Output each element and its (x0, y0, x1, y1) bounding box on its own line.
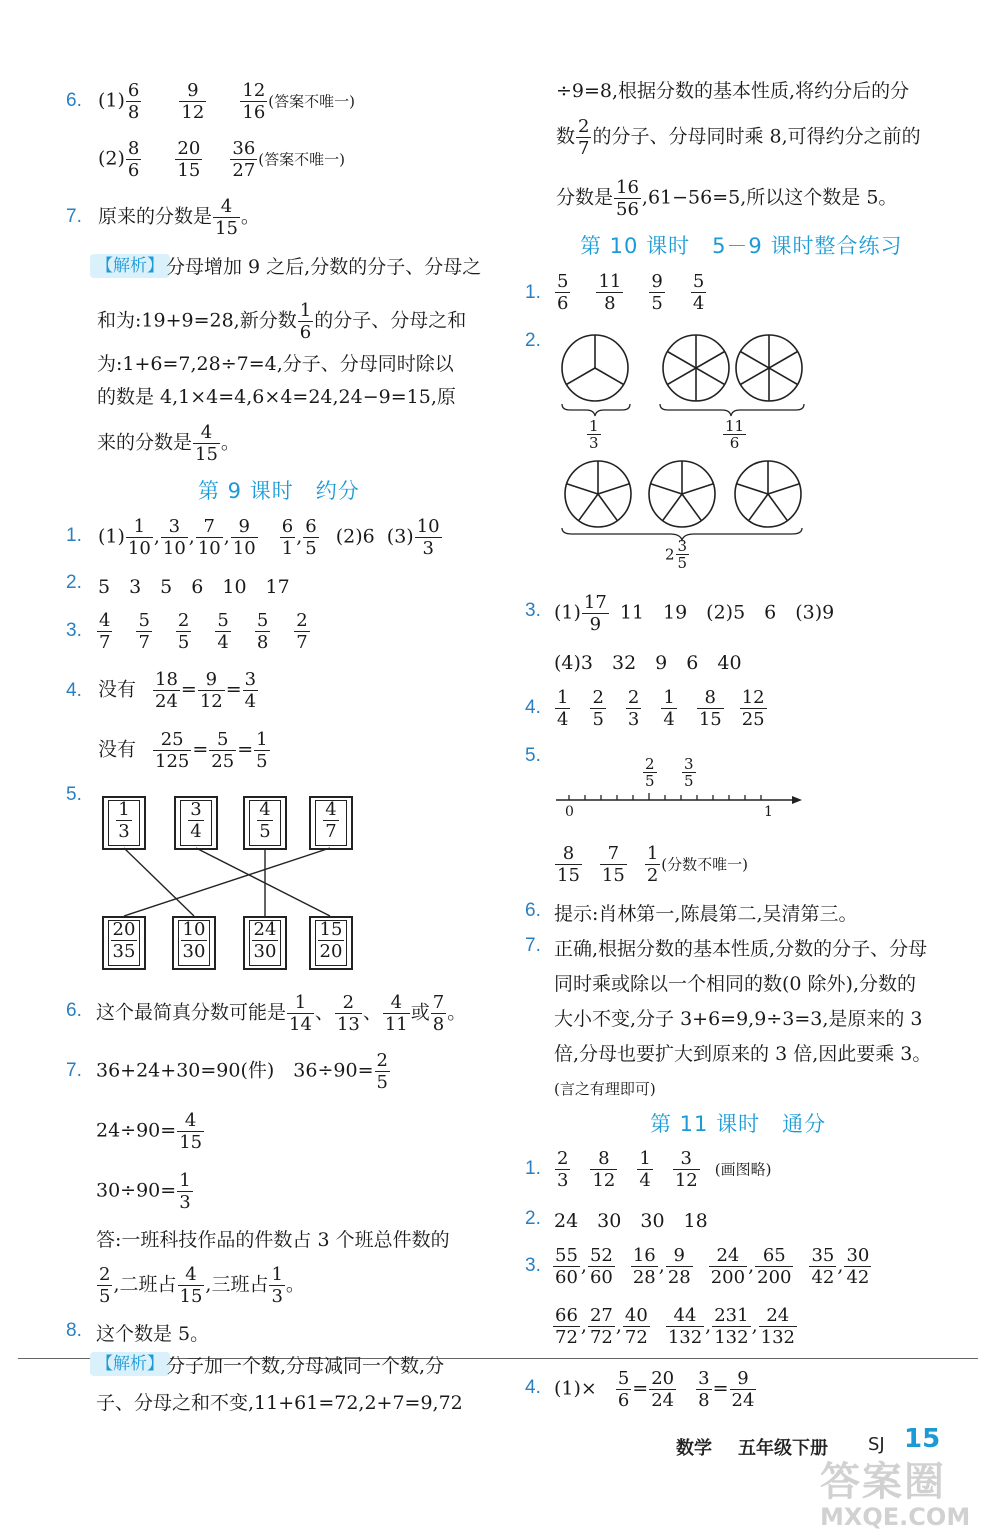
s10q3-line1: (1) $\frac{17}{9}$ 11 19 (2)5 6 (3)9 (554, 592, 835, 635)
s11q2-number: 2. (525, 1208, 541, 1229)
s10q3-number: 3. (525, 600, 541, 621)
fraction: $\frac{9}{12}$ (199, 669, 223, 712)
match-card-bottom: $\frac{20}{35}$ (102, 916, 146, 970)
s9q8-number: 8. (66, 1320, 82, 1341)
continued-line: 数 $\frac{2}{7}$ 的分子、分母同时乘 8,可得约分之前的 (556, 116, 921, 159)
q7-answer: 原来的分数是 $\frac{4}{15}$ 。 (98, 196, 260, 239)
s10q1-number: 1. (525, 282, 541, 303)
note: (答案不唯一) (268, 92, 355, 111)
fraction: $\frac{3}{10}$ (162, 516, 186, 559)
s10q7-line: 大小不变,分子 3+6=9,9÷3=3,是原来的 3 (554, 1008, 923, 1030)
s9q7-line1: 36+24+30=90(件) 36÷90= $\frac{2}{5}$ (96, 1050, 388, 1093)
fraction: $\frac{17}{9}$ (583, 592, 607, 635)
s9q7-answer-line2: $\frac{2}{5}$ ,二班占 $\frac{4}{15}$ ,三班占 $\frac{1}{3}$ 。 (99, 1264, 305, 1307)
fraction: $\frac{231}{132}$ (714, 1305, 749, 1348)
s10q7-line: 同时乘或除以一个相同的数(0 除外),分数的 (554, 973, 916, 995)
s11q4-answer: (1)× $\frac{5}{6}$ = $\frac{20}{24}$ $\frac{3}{8}$ = $\frac{9}{24}$ (554, 1368, 755, 1411)
s10q3-line2: (4)3 32 9 6 40 (554, 652, 742, 674)
s10q4-number: 4. (525, 697, 541, 718)
s11q1-answer: $\frac{2}{3}$ $\frac{8}{12}$ $\frac{1}{4}$ $\frac{3}{12}$ (画图略) (557, 1148, 772, 1191)
s9q3-number: 3. (66, 620, 82, 641)
s9q6-answer: 这个最简真分数可能是 $\frac{1}{14}$ 、 $\frac{2}{13}$ 、 $\frac{4}{11}$ 或 $\frac{7}{8}$ 。 (96, 992, 467, 1035)
match-card-top: $\frac{1}{3}$ (102, 796, 146, 850)
s9q4-number: 4. (66, 680, 82, 701)
s9q2-answer: 5 3 5 6 10 17 (98, 576, 290, 598)
match-card-top: $\frac{4}{5}$ (243, 796, 287, 850)
fraction: $\frac{1}{4}$ (663, 687, 675, 730)
s10q5-number: 5. (525, 745, 541, 766)
fraction: $\frac{20}{15}$ (177, 138, 201, 181)
fraction: $\frac{16}{28}$ (632, 1245, 656, 1288)
section-heading-lesson-11: 第 11 课时 通分 (650, 1112, 827, 1136)
fraction: $\frac{5}{6}$ (557, 271, 569, 314)
continued-line: 分数是 $\frac{16}{56}$ ,61−56=5,所以这个数是 5。 (556, 177, 898, 220)
fraction: $\frac{1}{3}$ (271, 1264, 283, 1307)
analysis-line: 子、分母之和不变,11+61=72,2+7=9,72 (96, 1392, 463, 1414)
fraction: $\frac{9}{12}$ (181, 80, 205, 123)
fraction: $\frac{9}{5}$ (651, 271, 663, 314)
s11q3-row2: $\frac{66}{72}$ , $\frac{27}{72}$ , $\frac{40}{72}$ $\frac{44}{132}$ , $\frac{231}{132}$ , $\frac{24}{132}$ (555, 1305, 795, 1348)
analysis-tag: 【解析】 (90, 1352, 170, 1376)
s11q2-answer: 24 30 30 18 (554, 1210, 708, 1232)
note: (答案不唯一) (258, 150, 345, 169)
fraction: $\frac{6}{8}$ (127, 80, 140, 123)
fraction: $\frac{1}{10}$ (127, 516, 151, 559)
fraction: $\frac{8}{6}$ (127, 138, 140, 181)
fraction: $\frac{5}{6}$ (617, 1368, 630, 1411)
q6-r2-prefix: (2) (98, 147, 125, 170)
fraction: $\frac{1}{14}$ (289, 992, 312, 1035)
s9q5-number: 5. (66, 784, 82, 805)
footer-subject: 数学 (676, 1438, 712, 1459)
s9q8-answer: 这个数是 5。 (96, 1323, 210, 1345)
matching-lines (0, 0, 500, 1000)
fraction: $\frac{6}{5}$ (305, 516, 317, 559)
fraction: $\frac{44}{132}$ (667, 1305, 703, 1348)
section-heading-lesson-10: 第 10 课时 5－9 课时整合练习 (580, 234, 903, 258)
label-one-third: $\frac{1}{3}$ (589, 417, 599, 452)
match-card-bottom: $\frac{10}{30}$ (172, 916, 216, 970)
fraction: $\frac{6}{1}$ (281, 516, 294, 559)
fraction: $\frac{1}{4}$ (557, 687, 569, 730)
fraction: $\frac{52}{60}$ (589, 1245, 613, 1288)
s9q7-line2: 24÷90= $\frac{4}{15}$ (96, 1110, 203, 1153)
fraction: $\frac{1}{6}$ (299, 300, 312, 343)
s10q7-line: 正确,根据分数的基本性质,分数的分子、分母 (554, 938, 928, 960)
fraction: $\frac{30}{42}$ (846, 1245, 870, 1288)
analysis-line: 和为:19+9=28,新分数 $\frac{1}{6}$ 的分子、分母之和 (97, 300, 467, 343)
marker-two-fifths: $\frac{2}{5}$ (645, 755, 655, 790)
circle-fifths (565, 461, 631, 527)
fraction: $\frac{24}{132}$ (760, 1305, 795, 1348)
fraction: $\frac{27}{72}$ (589, 1305, 613, 1348)
fraction: $\frac{11}{8}$ (598, 271, 622, 314)
s9q6-number: 6. (66, 1000, 82, 1021)
fraction: $\frac{3}{4}$ (244, 669, 257, 712)
fraction: $\frac{5}{7}$ (138, 610, 150, 653)
fraction: $\frac{25}{125}$ (155, 729, 190, 772)
s9q7-answer-line1: 答:一班科技作品的件数占 3 个班总件数的 (96, 1229, 450, 1251)
fraction: $\frac{2}{3}$ (627, 687, 640, 730)
fraction: $\frac{2}{3}$ (557, 1148, 569, 1191)
fraction: $\frac{2}{13}$ (336, 992, 360, 1035)
fraction: $\frac{66}{72}$ (555, 1305, 578, 1348)
fraction: $\frac{5}{25}$ (211, 729, 235, 772)
fraction: $\frac{2}{5}$ (592, 687, 604, 730)
circle-sixths (663, 335, 729, 401)
s10q6-answer: 提示:肖林第一,陈晨第二,吴清第三。 (554, 903, 858, 925)
fraction: $\frac{18}{24}$ (155, 669, 178, 712)
fraction: $\frac{5}{4}$ (692, 271, 705, 314)
s10q7-number: 7. (525, 935, 541, 956)
circle-thirds (562, 335, 628, 401)
label-eleven-sixths: $\frac{11}{6}$ (725, 417, 745, 452)
number-line-one: 1 (764, 804, 773, 820)
analysis-line: 分子加一个数,分母减同一个数,分 (166, 1355, 445, 1377)
fraction: $\frac{5}{4}$ (217, 610, 229, 653)
footer-grade: 五年级下册 (738, 1438, 828, 1459)
label-two-three-fifths: 2 $\frac{3}{5}$ (665, 537, 688, 572)
s11q3-number: 3. (525, 1255, 541, 1276)
fraction: $\frac{12}{16}$ (242, 80, 266, 123)
match-card-bottom: $\frac{24}{30}$ (243, 916, 287, 970)
s11q1-number: 1. (525, 1158, 541, 1179)
fraction: $\frac{2}{5}$ (99, 1264, 111, 1307)
number-line-zero: 0 (565, 804, 574, 820)
fraction: $\frac{24}{200}$ (710, 1245, 746, 1288)
fraction: $\frac{16}{56}$ (616, 177, 639, 220)
fraction: $\frac{4}{15}$ (179, 1110, 203, 1153)
fraction: $\frac{1}{4}$ (639, 1148, 651, 1191)
fraction: $\frac{55}{60}$ (555, 1245, 578, 1288)
fraction: $\frac{4}{11}$ (384, 992, 408, 1035)
fraction: $\frac{2}{7}$ (578, 116, 590, 159)
s9q4-row2: 没有 $\frac{25}{125}$ = $\frac{5}{25}$ = $\frac{1}{5}$ (98, 729, 268, 772)
fraction: $\frac{2}{5}$ (376, 1050, 388, 1093)
watermark: 答案圈 MXQE.COM (820, 1459, 971, 1531)
s9q1-answer: (1) $\frac{1}{10}$ , $\frac{3}{10}$ , $\frac{7}{10}$ , $\frac{9}{10}$ $\frac{6}{1}$ , $\frac{6}{5}$ (2)6 (3) $\frac{10}{3}$ (98, 516, 440, 559)
fraction: $\frac{4}{15}$ (179, 1264, 203, 1307)
s9q2-number: 2. (66, 572, 82, 593)
s10q7-line: 倍,分母也要扩大到原来的 3 倍,因此要乘 3。 (554, 1043, 932, 1065)
fraction: $\frac{1}{3}$ (179, 1170, 191, 1213)
fraction: $\frac{35}{42}$ (811, 1245, 835, 1288)
fraction: $\frac{9}{24}$ (731, 1368, 755, 1411)
match-card-bottom: $\frac{15}{20}$ (309, 916, 353, 970)
fraction: $\frac{65}{200}$ (757, 1245, 792, 1288)
footer-edition: SJ (868, 1434, 885, 1455)
s10q7-note: (言之有理即可) (554, 1080, 656, 1098)
fraction: $\frac{1}{5}$ (256, 729, 268, 772)
continued-line: ÷9=8,根据分数的基本性质,将约分后的分 (556, 80, 910, 102)
s9q1-number: 1. (66, 525, 82, 546)
fraction: $\frac{3}{12}$ (674, 1148, 698, 1191)
fraction: $\frac{8}{15}$ (698, 687, 722, 730)
analysis-line: 来的分数是 $\frac{4}{15}$ 。 (97, 422, 240, 465)
fraction: $\frac{20}{24}$ (651, 1368, 675, 1411)
analysis-tag: 【解析】 (90, 254, 170, 278)
analysis-line: 分母增加 9 之后,分数的分子、分母之 (166, 256, 482, 278)
fraction: $\frac{8}{12}$ (592, 1148, 616, 1191)
s10q1-answer (554, 271, 707, 314)
s10q4-answer (554, 687, 768, 730)
q6-number: 6. (66, 90, 82, 111)
q6-r1-prefix: (1) (98, 89, 125, 112)
fraction: $\frac{5}{8}$ (256, 610, 269, 653)
fraction: $\frac{9}{10}$ (232, 516, 256, 559)
match-card-top: $\frac{3}{4}$ (174, 796, 218, 850)
fraction: $\frac{8}{15}$ (557, 843, 580, 886)
s11q3-row1: $\frac{55}{60}$ , $\frac{52}{60}$ $\frac{16}{28}$ , $\frac{9}{28}$ $\frac{24}{200}$ , $\frac{65}{200}$ $\frac{35}{42}$ , $\frac{30}{42}$ (555, 1245, 870, 1288)
fraction: $\frac{9}{28}$ (667, 1245, 691, 1288)
fraction: $\frac{3}{8}$ (698, 1368, 710, 1411)
fraction: $\frac{12}{25}$ (741, 687, 765, 730)
s9q7-number: 7. (66, 1060, 82, 1081)
fraction: $\frac{4}{15}$ (215, 196, 238, 239)
circle-sixths (736, 335, 802, 401)
s10q2-number: 2. (525, 330, 541, 351)
section-heading-lesson-9: 第 9 课时 约分 (198, 479, 360, 503)
fraction: $\frac{1}{2}$ (646, 843, 659, 886)
fraction: $\frac{2}{7}$ (296, 610, 308, 653)
analysis-line: 为:1+6=7,28÷7=4,分子、分母同时除以 (97, 353, 454, 375)
fraction: $\frac{4}{15}$ (195, 422, 218, 465)
s10q5-answer: $\frac{8}{15}$ $\frac{7}{15}$ $\frac{1}{2}$ (分数不唯一) (557, 843, 748, 886)
fraction: $\frac{7}{15}$ (601, 843, 625, 886)
match-card-top: $\frac{4}{7}$ (309, 796, 353, 850)
fraction: $\frac{2}{5}$ (177, 610, 190, 653)
fraction: $\frac{40}{72}$ (624, 1305, 648, 1348)
fraction: $\frac{36}{27}$ (232, 138, 256, 181)
s9q7-line3: 30÷90= $\frac{1}{3}$ (96, 1170, 191, 1213)
page-number: 15 (904, 1424, 941, 1454)
marker-three-fifths: $\frac{3}{5}$ (684, 755, 694, 790)
circle-fifths (649, 461, 715, 527)
fraction: $\frac{7}{10}$ (197, 516, 221, 559)
fraction: $\frac{4}{7}$ (99, 610, 111, 653)
analysis-line: 的数是 4,1×4=4,6×4=24,24−9=15,原 (97, 386, 456, 408)
s9q4-row1: 没有 $\frac{18}{24}$ = $\frac{9}{12}$ = $\frac{3}{4}$ (98, 669, 257, 712)
q7-number: 7. (66, 206, 82, 227)
circle-fifths (735, 461, 801, 527)
fraction: $\frac{10}{3}$ (416, 516, 440, 559)
s11q4-number: 4. (525, 1377, 541, 1398)
s10q6-number: 6. (525, 900, 541, 921)
fraction: $\frac{7}{8}$ (432, 992, 445, 1035)
